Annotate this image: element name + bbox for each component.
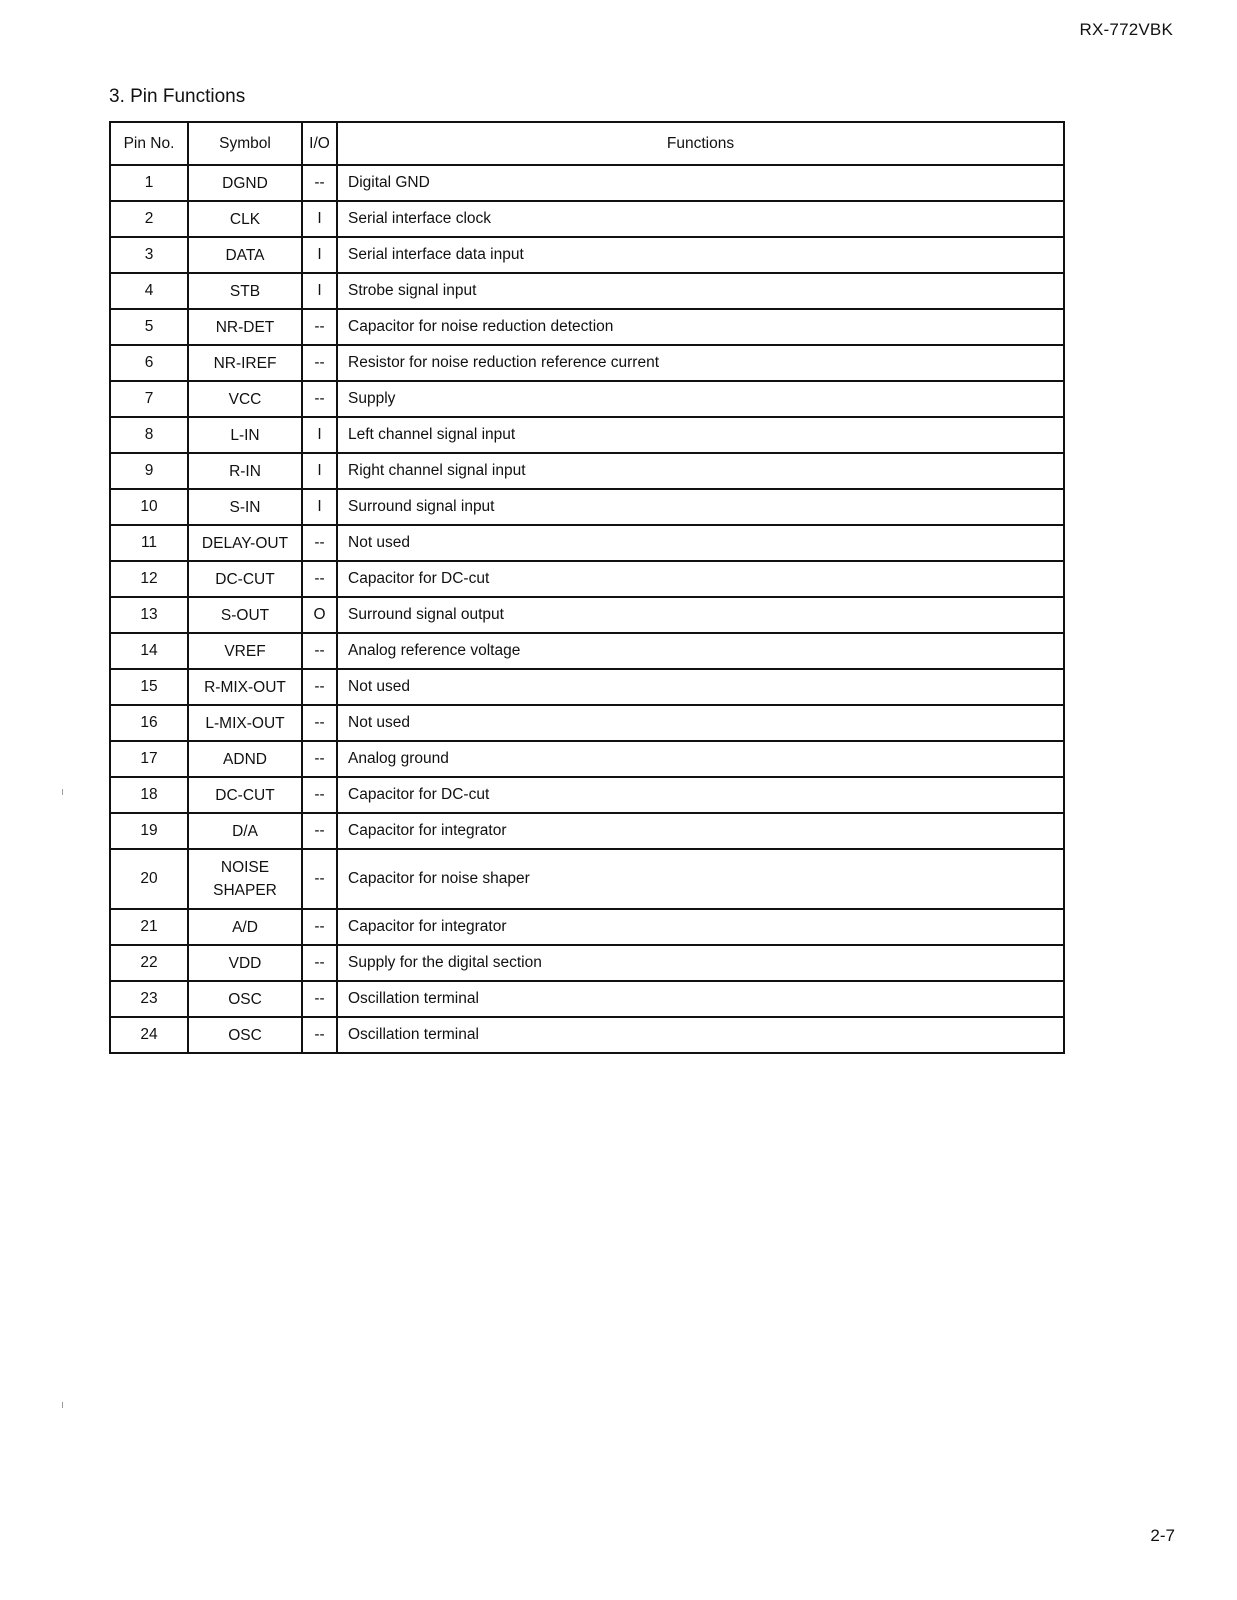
table-row (110, 273, 1064, 309)
section-title: 3. Pin Functions (109, 86, 246, 107)
table-row (110, 1017, 1064, 1053)
pin-number-cell: 13 (110, 597, 188, 633)
symbol-cell: DELAY-OUT (188, 525, 302, 561)
column-header-pin-no: Pin No. (110, 122, 188, 165)
pin-number-cell: 5 (110, 309, 188, 345)
function-cell: Supply for the digital section (337, 945, 1064, 981)
pin-number-cell: 11 (110, 525, 188, 561)
io-cell: -- (302, 741, 337, 777)
table-row (110, 561, 1064, 597)
symbol-cell: L-IN (188, 417, 302, 453)
pin-functions-table (109, 121, 1065, 1054)
table-row (110, 453, 1064, 489)
pin-number-cell: 4 (110, 273, 188, 309)
table-row (110, 525, 1064, 561)
pin-number-cell: 20 (110, 849, 188, 909)
column-header-io: I/O (302, 122, 337, 165)
function-cell: Serial interface clock (337, 201, 1064, 237)
table-row (110, 165, 1064, 201)
symbol-cell: A/D (188, 909, 302, 945)
function-cell: Strobe signal input (337, 273, 1064, 309)
function-cell: Capacitor for integrator (337, 813, 1064, 849)
pin-number-cell: 22 (110, 945, 188, 981)
function-cell: Not used (337, 705, 1064, 741)
symbol-cell: CLK (188, 201, 302, 237)
symbol-cell: DC-CUT (188, 777, 302, 813)
symbol-cell: ADND (188, 741, 302, 777)
function-cell: Capacitor for noise shaper (337, 849, 1064, 909)
pin-number-cell: 9 (110, 453, 188, 489)
io-cell: -- (302, 813, 337, 849)
symbol-cell: OSC (188, 1017, 302, 1053)
pin-number-cell: 12 (110, 561, 188, 597)
table-row (110, 237, 1064, 273)
symbol-cell (188, 849, 302, 909)
io-cell: -- (302, 909, 337, 945)
io-cell: -- (302, 945, 337, 981)
function-cell: Analog ground (337, 741, 1064, 777)
symbol-cell: VDD (188, 945, 302, 981)
io-cell: -- (302, 1017, 337, 1053)
table-row (110, 381, 1064, 417)
scan-artifact (62, 789, 63, 795)
pin-number-cell: 2 (110, 201, 188, 237)
function-cell: Resistor for noise reduction reference current (337, 345, 1064, 381)
io-cell: I (302, 453, 337, 489)
scan-artifact (62, 1402, 63, 1408)
function-cell: Capacitor for DC-cut (337, 561, 1064, 597)
table-row (110, 345, 1064, 381)
io-cell: -- (302, 981, 337, 1017)
io-cell: -- (302, 381, 337, 417)
function-cell: Capacitor for noise reduction detection (337, 309, 1064, 345)
function-cell: Supply (337, 381, 1064, 417)
table-row (110, 201, 1064, 237)
table-row (110, 813, 1064, 849)
io-cell: -- (302, 777, 337, 813)
io-cell: -- (302, 165, 337, 201)
function-cell: Right channel signal input (337, 453, 1064, 489)
symbol-cell: D/A (188, 813, 302, 849)
symbol-cell: VREF (188, 633, 302, 669)
io-cell: -- (302, 309, 337, 345)
pin-number-cell: 1 (110, 165, 188, 201)
symbol-cell: L-MIX-OUT (188, 705, 302, 741)
pin-number-cell: 10 (110, 489, 188, 525)
function-cell: Left channel signal input (337, 417, 1064, 453)
symbol-cell: NR-IREF (188, 345, 302, 381)
pin-number-cell: 21 (110, 909, 188, 945)
column-header-symbol: Symbol (188, 122, 302, 165)
symbol-cell: STB (188, 273, 302, 309)
table-row (110, 309, 1064, 345)
function-cell: Surround signal input (337, 489, 1064, 525)
io-cell: -- (302, 345, 337, 381)
function-cell: Oscillation terminal (337, 1017, 1064, 1053)
io-cell: I (302, 201, 337, 237)
table-row (110, 633, 1064, 669)
table-row (110, 909, 1064, 945)
function-cell: Surround signal output (337, 597, 1064, 633)
table-row (110, 417, 1064, 453)
table-row (110, 705, 1064, 741)
symbol-cell: DC-CUT (188, 561, 302, 597)
function-cell: Not used (337, 525, 1064, 561)
function-cell: Not used (337, 669, 1064, 705)
symbol-cell: OSC (188, 981, 302, 1017)
symbol-cell: R-IN (188, 453, 302, 489)
function-cell: Analog reference voltage (337, 633, 1064, 669)
table-row (110, 597, 1064, 633)
table-row (110, 777, 1064, 813)
function-cell: Digital GND (337, 165, 1064, 201)
io-cell: -- (302, 561, 337, 597)
table-row (110, 849, 1064, 909)
pin-number-cell: 8 (110, 417, 188, 453)
io-cell: -- (302, 525, 337, 561)
pin-number-cell: 3 (110, 237, 188, 273)
symbol-cell: S-OUT (188, 597, 302, 633)
io-cell: O (302, 597, 337, 633)
table-row (110, 669, 1064, 705)
symbol-line: SHAPER (213, 882, 277, 899)
io-cell: I (302, 489, 337, 525)
pin-number-cell: 19 (110, 813, 188, 849)
pin-number-cell: 18 (110, 777, 188, 813)
io-cell: -- (302, 849, 337, 909)
pin-number-cell: 24 (110, 1017, 188, 1053)
symbol-cell: NR-DET (188, 309, 302, 345)
symbol-cell: DATA (188, 237, 302, 273)
table-header-row (110, 122, 1064, 165)
io-cell: I (302, 273, 337, 309)
pin-number-cell: 16 (110, 705, 188, 741)
symbol-cell: DGND (188, 165, 302, 201)
pin-number-cell: 15 (110, 669, 188, 705)
column-header-functions: Functions (337, 122, 1064, 165)
symbol-line: NOISE (220, 859, 270, 876)
pin-number-cell: 14 (110, 633, 188, 669)
io-cell: -- (302, 633, 337, 669)
io-cell: -- (302, 705, 337, 741)
function-cell: Capacitor for DC-cut (337, 777, 1064, 813)
table-row (110, 741, 1064, 777)
io-cell: I (302, 417, 337, 453)
function-cell: Serial interface data input (337, 237, 1064, 273)
symbol-cell: S-IN (188, 489, 302, 525)
model-number: RX-772VBK (1079, 20, 1173, 39)
table-row (110, 945, 1064, 981)
io-cell: -- (302, 669, 337, 705)
table-row (110, 981, 1064, 1017)
symbol-cell: R-MIX-OUT (188, 669, 302, 705)
page-number: 2-7 (1150, 1526, 1175, 1545)
pin-number-cell: 17 (110, 741, 188, 777)
io-cell: I (302, 237, 337, 273)
function-cell: Oscillation terminal (337, 981, 1064, 1017)
pin-number-cell: 7 (110, 381, 188, 417)
function-cell: Capacitor for integrator (337, 909, 1064, 945)
pin-number-cell: 6 (110, 345, 188, 381)
table-row (110, 489, 1064, 525)
symbol-cell: VCC (188, 381, 302, 417)
pin-number-cell: 23 (110, 981, 188, 1017)
table-body (110, 165, 1064, 1053)
